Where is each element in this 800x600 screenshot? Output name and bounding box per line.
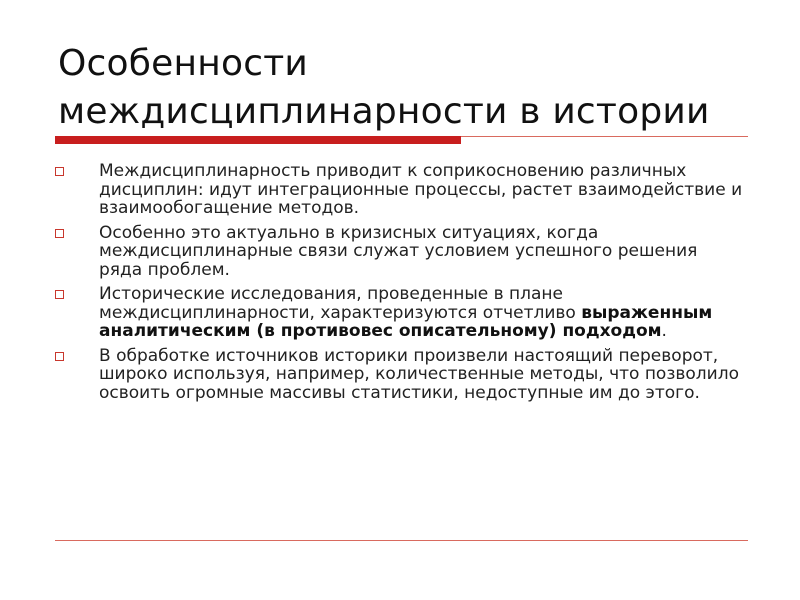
bullet-text-regular: Исторические исследования, проведенные в плане междисциплинарности, характеризуются отчетливо (99, 284, 582, 323)
bullet-list (55, 162, 745, 408)
slide-title-line-1: Особенности (58, 43, 308, 84)
square-bullet-icon (55, 167, 64, 176)
bullet-text-end: . (661, 321, 667, 341)
square-bullet-icon (55, 290, 64, 299)
bullet-text-emphasis: выраженным аналитическим (в противовес описательному) подходом (99, 302, 713, 341)
bullet-item-4 (55, 347, 745, 403)
title-divider-accent (55, 136, 461, 144)
footer-divider (55, 540, 748, 541)
square-bullet-icon (55, 352, 64, 361)
slide-title (58, 40, 758, 136)
bullet-item-3 (55, 285, 745, 341)
slide-title-line-2: междисциплинарности в истории (58, 91, 710, 132)
bullet-item-1 (55, 162, 745, 218)
square-bullet-icon (55, 229, 64, 238)
bullet-text: Междисциплинарность приводит к соприкосновению различных дисциплин: идут интеграционные процессы, растет взаимодействие и взаимообогащение методов. (99, 161, 743, 218)
bullet-text: В обработке источников историки произвели настоящий переворот, широко используя, например, количественные методы, что позволило освоить огромные массивы статистики, недоступные им до этого. (99, 345, 739, 403)
bullet-item-2 (55, 224, 745, 280)
bullet-text: Особенно это актуально в кризисных ситуациях, когда междисциплинарные связи служат условием успешного решения ряда проблем. (99, 222, 698, 280)
